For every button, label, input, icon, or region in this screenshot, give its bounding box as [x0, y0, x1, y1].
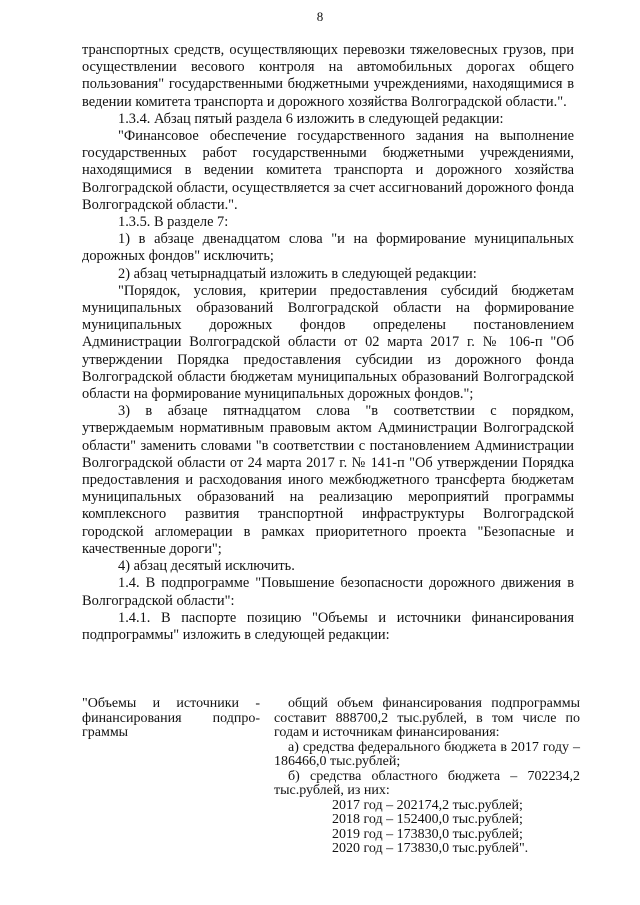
paragraph: 1.3.5. В разделе 7: — [118, 214, 229, 231]
funding-year: 2018 год – 152400,0 тыс.рублей; — [332, 812, 523, 827]
paragraph: транспортных средств, осуществляющих перевозки тяжеловесных грузов, при осуществлении весового контроля на автомобильных дорогах общего пользования" государственными бюджетными учреждениями, находящимися в ведении комитета транспорта и дорожного хозяйства Волгоградской области.". — [82, 42, 574, 110]
paragraph: "Порядок, условия, критерии предоставления субсидий бюджетам муниципальных образований Волгоградской области на формирование муниципальных дорожных фондов определены постановлением Администрации Волгоградской области от 02 марта 2017 г. № 106-п "Об утверждении Порядка предоставления субсидии из дорожного фонда Волгоградской области бюджетам муниципальных образований Волгоградской области на формирование муниципальных дорожных фондов."; — [82, 282, 574, 403]
paragraph: "Финансовое обеспечение государственного задания на выполнение государственных работ государственными бюджетными учреждениями, находящимися в ведении комитета транспорта и дорожного хозяйства Волгоградской области, осуществляется за счет ассигнований дорожного фонда Волгоградской области.". — [82, 128, 574, 213]
funding-year: 2017 год – 202174,2 тыс.рублей; — [332, 797, 523, 813]
paragraph: 2) абзац четырнадцатый изложить в следующей редакции: — [118, 265, 477, 282]
paragraph: 1.3.4. Абзац пятый раздела 6 изложить в следующей редакции: — [118, 110, 504, 127]
paragraph: 3) в абзаце пятнадцатом слова "в соответствии с порядком, утверждаемым нормативным правовым актом Администрации Волгоградской области" заменить словами "в соответствии с постановлением Администрации Волгоградской области от 24 марта 2017 г. № 141-п "Об утверждении Порядка предоставления и расходования иного межбюджетного трансферта бюджетам муниципальных образований на реализацию мероприятий программы комплексного развития транспортной инфраструктуры Волгоградской городской агломерации в рамках приоритетного проекта "Безопасные и качественные дороги"; — [82, 403, 574, 557]
funding-regional: б) средства областного бюджета – 702234,2 тыс.рублей, из них: — [274, 768, 580, 798]
funding-federal: а) средства федерального бюджета в 2017 году – 186466,0 тыс.рублей; — [274, 739, 580, 769]
funding-table-content — [274, 697, 580, 857]
funding-year: 2020 год – 173830,0 тыс.рублей". — [332, 841, 529, 856]
paragraph: 1) в абзаце двенадцатом слова "и на формирование муниципальных дорожных фондов" исключить; — [82, 231, 574, 265]
funding-table-label: "Объемы и источники - финансирования подпро-граммы — [82, 696, 260, 740]
document-body — [82, 42, 574, 644]
paragraph: 4) абзац десятый исключить. — [118, 558, 295, 575]
page-number: 8 — [316, 9, 324, 24]
funding-year: 2019 год – 173830,0 тыс.рублей; — [332, 826, 523, 842]
paragraph: 1.4.1. В паспорте позицию "Объемы и источники финансирования подпрограммы" изложить в следующей редакции: — [82, 609, 574, 643]
funding-total: общий объем финансирования подпрограммы составит 888700,2 тыс.рублей, в том числе по годам и источникам финансирования: — [274, 696, 580, 740]
paragraph: 1.4. В подпрограмме "Повышение безопасности дорожного движения в Волгоградской области": — [82, 575, 574, 609]
